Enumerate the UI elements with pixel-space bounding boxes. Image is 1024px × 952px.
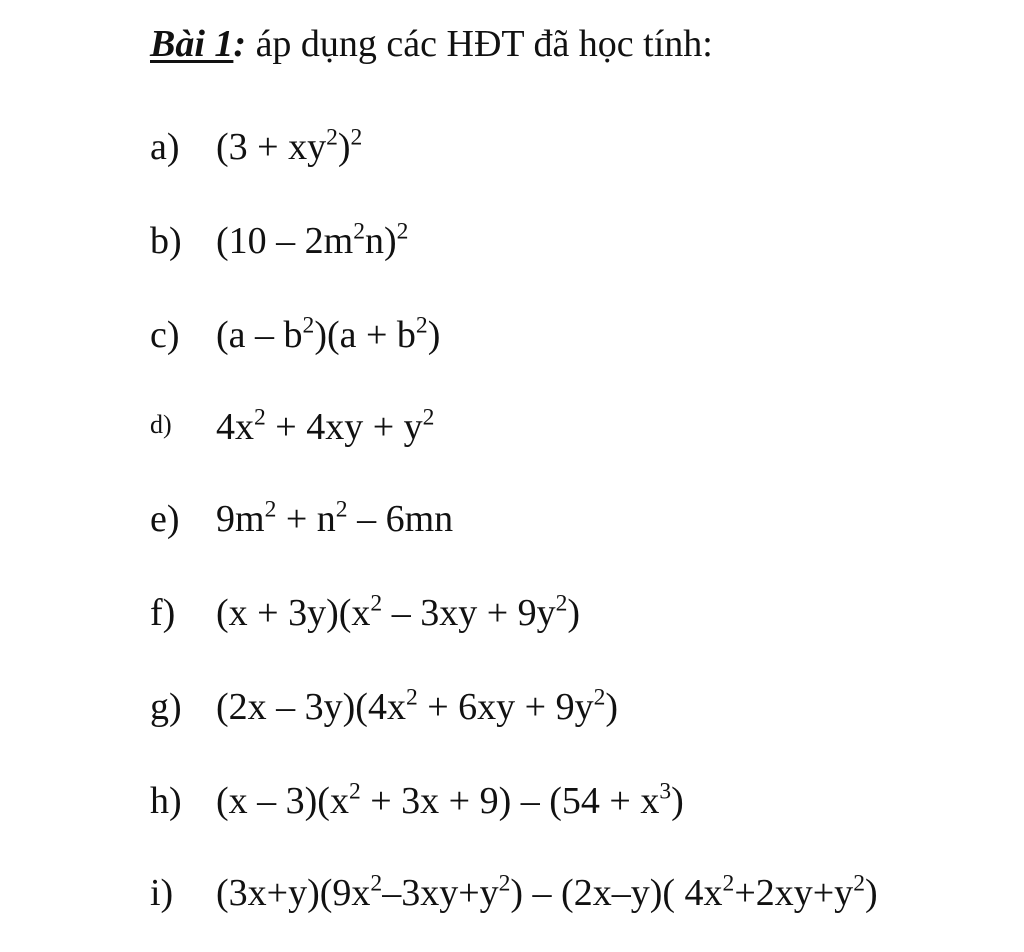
exercise-colon: : bbox=[233, 23, 247, 65]
problem-expression: $(10 - 2m^2n)^2$ bbox=[216, 218, 409, 262]
problem-h bbox=[150, 778, 684, 822]
problem-c bbox=[150, 312, 441, 356]
problem-expression: $(x - 3)(x^2 + 3x + 9) - (54 + x^3)$ bbox=[216, 778, 684, 822]
problem-expression: $(3 + xy^2)^2$ bbox=[216, 124, 363, 168]
problem-d bbox=[150, 404, 435, 448]
problem-f bbox=[150, 590, 581, 634]
exercise-instruction: áp dụng các HĐT đã học tính: bbox=[246, 23, 713, 65]
problem-expression: $4x^2 + 4xy + y^2$ bbox=[216, 404, 435, 448]
problem-expression: $(x + 3y)(x^2 - 3xy + 9y^2)$ bbox=[216, 590, 581, 634]
problem-expression: $9m^2 + n^2 - 6mn$ bbox=[216, 496, 454, 540]
problem-label: f) bbox=[150, 592, 176, 634]
exercise-number: Bài 1 bbox=[150, 23, 234, 65]
exercise-title bbox=[150, 22, 713, 66]
problem-label: i) bbox=[150, 872, 174, 914]
problem-label: c) bbox=[150, 314, 180, 356]
problem-b bbox=[150, 218, 409, 262]
problem-g bbox=[150, 684, 619, 728]
problem-label: d) bbox=[150, 410, 172, 439]
problem-label: h) bbox=[150, 780, 182, 822]
problem-expression: $(2x - 3y)(4x^2 + 6xy + 9y^2)$ bbox=[216, 684, 619, 728]
problem-label: b) bbox=[150, 220, 182, 262]
problem-e bbox=[150, 496, 454, 540]
problem-expression: $(a - b^2)(a + b^2)$ bbox=[216, 312, 441, 356]
problem-label: g) bbox=[150, 686, 182, 728]
problem-label: e) bbox=[150, 498, 180, 540]
problem-label: a) bbox=[150, 126, 180, 168]
problem-i bbox=[150, 870, 878, 914]
problem-expression: $(3x+y)(9x^2-3xy+y^2) - (2x-y)$( $4x^2+2xy+y^2$) bbox=[216, 870, 878, 914]
problem-a bbox=[150, 124, 363, 168]
